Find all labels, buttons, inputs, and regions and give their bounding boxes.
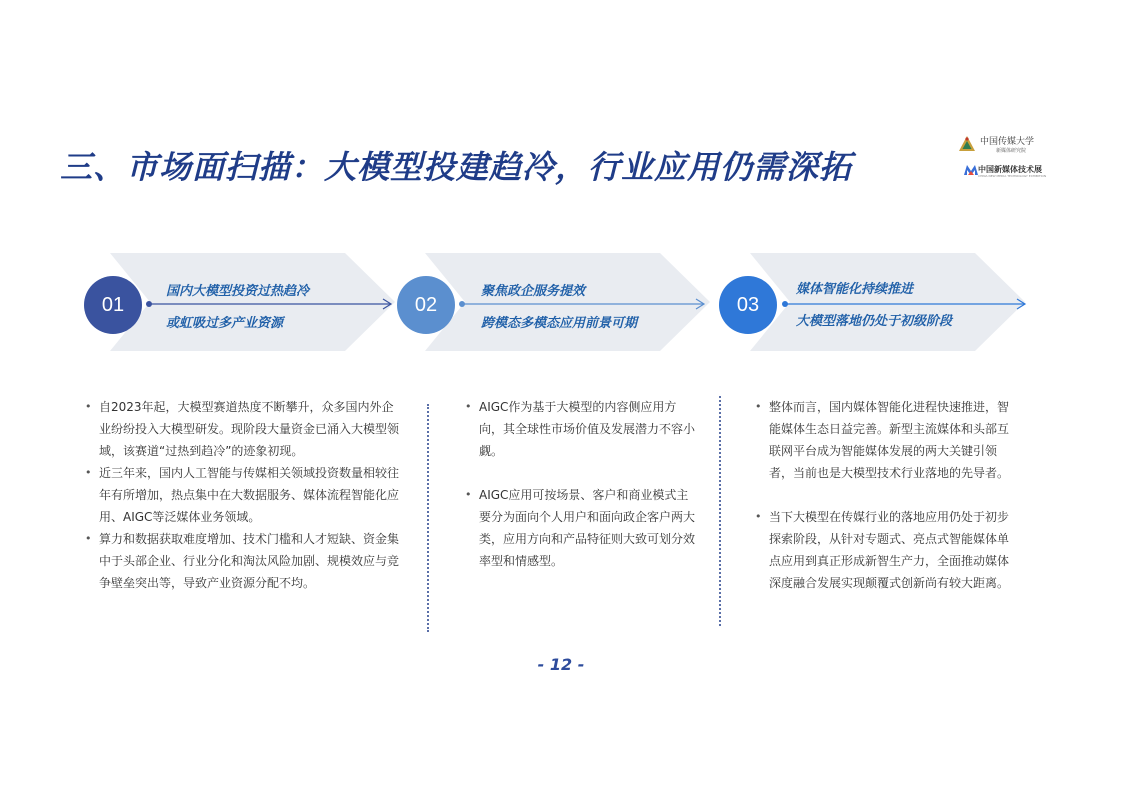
column-2-bullet-1: • AIGC作为基于大模型的内容侧应用方向，其全球性市场价值及发展潜力不容小觑。	[465, 396, 695, 462]
column-3	[755, 396, 1015, 594]
cuc-logo	[958, 133, 1044, 157]
column-1-bullet-3: • 算力和数据获取难度增加、技术门槛和人才短缺、资金集中于头部企业、行业分化和淘汰风险加剧、规模效应与竞争壁垒突出等，导致产业资源分配不均。	[85, 528, 400, 594]
step-1-line1: 国内大模型投资过热趋冷	[166, 284, 310, 299]
step-number-2: 02	[397, 276, 455, 334]
column-2-bullet-2: • AIGC应用可按场景、客户和商业模式主要分为面向个人用户和面向政企客户两大类，应用方向和产品特征则大致可划分效率型和情感型。	[465, 484, 695, 572]
step-chevron-1	[110, 253, 395, 351]
cuc-logo-subtext: 新媒体研究院	[996, 148, 1027, 154]
page-number: - 12 -	[537, 655, 585, 674]
cuc-logo-text: 中国传媒大学	[980, 137, 1035, 147]
expo-logo-subtext: CHINA NEW MEDIA TECHNOLOGY EXHIBITION	[978, 174, 1047, 178]
logo-group	[958, 133, 1047, 183]
column-1-bullet-1: • 自2023年起，大模型赛道热度不断攀升，众多国内外企业纷纷投入大模型研发。现阶段大量资金已涌入大模型领域，该赛道“过热到趋冷”的迹象初现。	[85, 396, 400, 462]
column-1-list	[85, 396, 400, 594]
step-2-line2: 跨模态多模态应用前景可期	[481, 316, 638, 331]
column-3-bullet-1: • 整体而言，国内媒体智能化进程快速推进，智能媒体生态日益完善。新型主流媒体和头部互联网平台成为智能媒体发展的两大关键引领者，当前也是大模型技术行业落地的先导者。	[755, 396, 1015, 484]
step-number-1: 01	[84, 276, 142, 334]
column-2	[465, 396, 695, 572]
step-arrow-dot-3	[782, 301, 788, 307]
steps-diagram	[0, 250, 1122, 360]
step-1-line2: 或虹吸过多产业资源	[166, 316, 284, 331]
column-3-bullet-2: • 当下大模型在传媒行业的落地应用仍处于初步探索阶段，从针对专题式、亮点式智能媒体单点应用到真正形成新智生产力，全面推动媒体深度融合发展实现颠覆式创新尚有较大距离。	[755, 506, 1015, 594]
step-arrow-dot-1	[146, 301, 152, 307]
step-3-line2: 大模型落地仍处于初级阶段	[796, 314, 953, 329]
step-2-line1: 聚焦政企服务提效	[481, 284, 586, 299]
column-divider-1	[427, 404, 429, 632]
step-chevron-2	[425, 253, 710, 351]
cuc-emblem-icon	[958, 135, 976, 153]
page-title: 三、市场面扫描：大模型投建趋冷，行业应用仍需深拓	[60, 148, 853, 186]
column-1	[85, 396, 400, 594]
column-2-list	[465, 396, 695, 572]
expo-logo	[958, 163, 1047, 179]
column-1-bullet-2: • 近三年来，国内人工智能与传媒相关领域投资数量相较往年有所增加，热点集中在大数据服务、媒体流程智能化应用、AIGC等泛媒体业务领域。	[85, 462, 400, 528]
step-arrow-dot-2	[459, 301, 465, 307]
step-chevron-3	[750, 253, 1025, 351]
column-3-list	[755, 396, 1015, 594]
expo-mark-icon	[964, 165, 978, 175]
column-divider-2	[719, 396, 721, 626]
expo-logo-text: 中国新媒体技术展	[978, 165, 1042, 174]
step-number-3: 03	[719, 276, 777, 334]
step-3-line1: 媒体智能化持续推进	[796, 282, 914, 297]
